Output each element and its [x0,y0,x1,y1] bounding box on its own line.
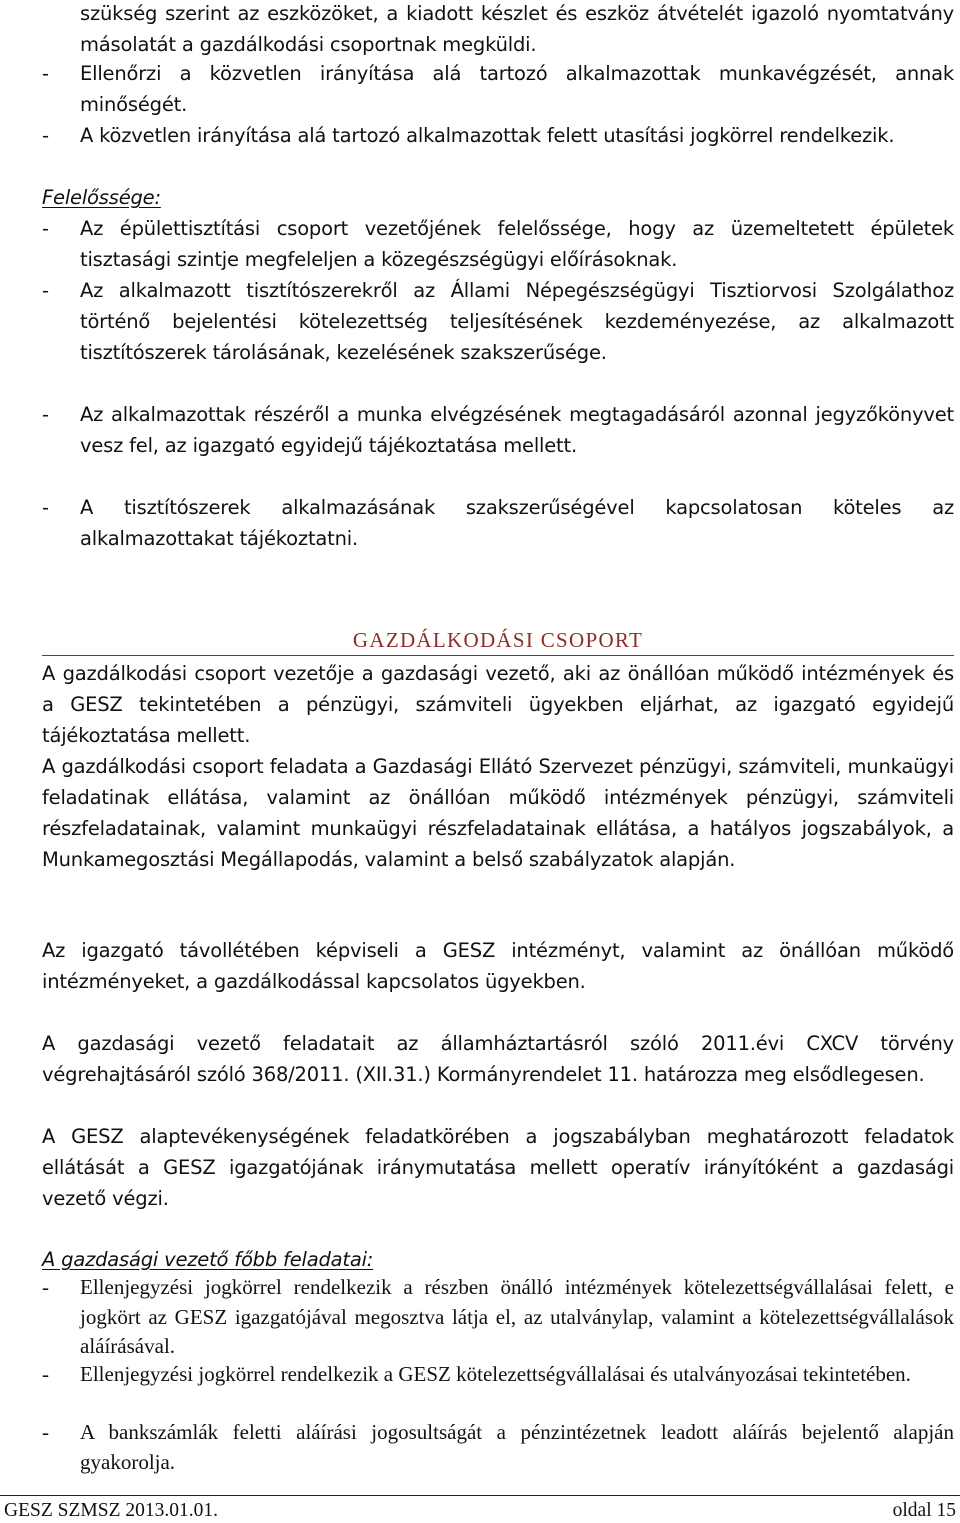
list-dash: - [42,62,49,85]
list-item-text: Az épülettisztítási csoport vezetőjének felelőssége, hogy az üzemeltetett épületek tisztasági szintje megfeleljen a közegészségügyi előírásoknak. [80,217,954,271]
list-item-text: A bankszámlák feletti aláírási jogosultságát a pénzintézetnek leadott aláírás bejelentő alapján gyakorolja. [80,1420,954,1474]
section-paragraph: Az igazgató távollétében képviseli a GESZ intézményt, valamint az önállóan működő intézményeket, a gazdálkodással kapcsolatos ügyekben. [42,939,954,993]
list-item-text: Ellenjegyzési jogkörrel rendelkezik a részben önálló intézmények kötelezettségvállalásai felett, e jogkört az GESZ igazgatójával megosztva látja el, az utalványlap, valamint a kötelezettségvállalások aláírásával. [80,1275,954,1358]
list-item-text: Ellenjegyzési jogkörrel rendelkezik a GESZ kötelezettségvállalásai és utalványozásai tekintetében. [80,1362,911,1386]
list-item-text: A közvetlen irányítása alá tartozó alkalmazottak felett utasítási jogkörrel rendelkezik. [80,124,895,147]
list-item [42,213,954,275]
list-item [42,492,954,554]
continuation-paragraph: szükség szerint az eszközöket, a kiadott készlet és eszköz átvételét igazoló nyomtatvány másolatát a gazdálkodási csoportnak megküldi. [80,2,954,56]
responsibility-label: Felelőssége: [42,186,161,209]
list-item [42,1418,954,1477]
list-dash: - [42,1275,49,1299]
section-paragraph: A GESZ alaptevékenységének feladatkörében a jogszabályban meghatározott feladatok ellátását a GESZ igazgatójának iránymutatása mellett operatív irányítóként a gazdasági vezető végzi. [42,1125,954,1210]
duties-label: A gazdasági vezető főbb feladatai: [42,1248,374,1271]
list-item [42,1360,954,1390]
section-paragraph: A gazdálkodási csoport vezetője a gazdasági vezető, aki az önállóan működő intézmények és a GESZ tekintetében a pénzügyi, számviteli ügyekben eljárhat, az igazgató egyidejű tájékoztatása mellett. [42,662,954,747]
list-item-text: Az alkalmazottak részéről a munka elvégzésének megtagadásáról azonnal jegyzőkönyvet vesz fel, az igazgató egyidejű tájékoztatása mellett. [80,403,954,457]
footer-rule [0,1495,960,1496]
section-paragraph: A gazdasági vezető feladatait az államháztartásról szóló 2011.évi CXCV törvény végrehajtásáról szóló 368/2011. (XII.31.) Kormányrendelet 11. határozza meg elsődlegesen. [42,1032,954,1086]
list-dash: - [42,217,49,240]
list-dash: - [42,124,49,147]
section-paragraph: A gazdálkodási csoport feladata a Gazdasági Ellátó Szervezet pénzügyi, számviteli, munkaügyi feladatinak ellátása, valamint az önállóan működő intézmények pénzügyi, számviteli részfeladatainak, valamint munkaügyi részfeladatainak ellátása, a hatályos jogszabályok, a Munkamegosztási Megállapodás, valamint a belső szabályzatok alapján. [42,755,954,871]
list-item [42,58,954,120]
list-dash: - [42,496,49,519]
footer-page-number: oldal 15 [892,1500,956,1521]
heading-rule [42,655,954,656]
list-item [42,120,954,151]
list-item-text: Az alkalmazott tisztítószerekről az Állami Népegészségügyi Tisztiorvosi Szolgálathoz történő bejelentési kötelezettség teljesítésének kezdeményezése, az alkalmazott tisztítószerek tárolásának, kezelésének szakszerűsége. [80,279,954,364]
section-heading: GAZDÁLKODÁSI CSOPORT [352,628,644,652]
footer-document-id: GESZ SZMSZ 2013.01.01. [4,1500,218,1521]
list-item-text: A tisztítószerek alkalmazásának szakszerűségével kapcsolatosan köteles az alkalmazottakat tájékoztatni. [80,496,954,550]
list-item [42,1273,954,1362]
list-dash: - [42,403,49,426]
list-dash: - [42,1362,49,1386]
list-item [42,275,954,368]
list-dash: - [42,1420,49,1444]
list-dash: - [42,279,49,302]
list-item [42,399,954,461]
list-item-text: Ellenőrzi a közvetlen irányítása alá tartozó alkalmazottak munkavégzését, annak minőségét. [80,62,954,116]
